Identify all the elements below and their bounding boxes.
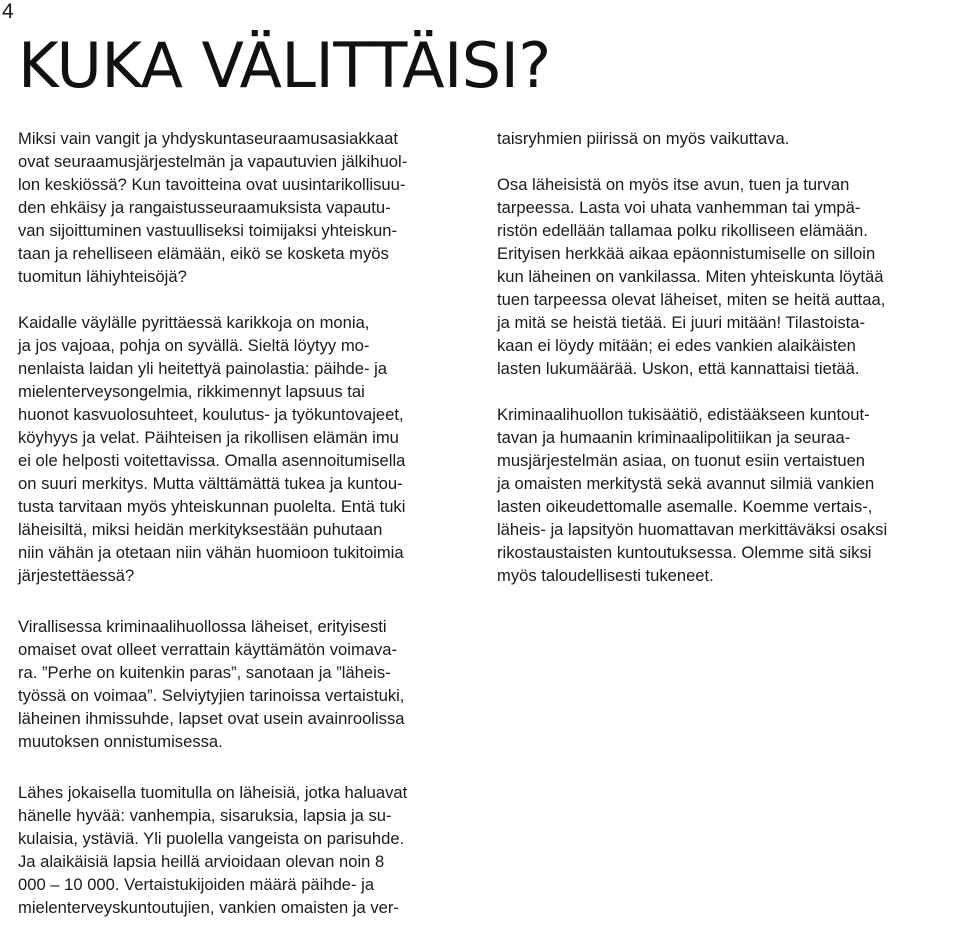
text-line: mielenterveyskuntoutujien, vankien omaisten ja ver-	[18, 898, 399, 917]
page-title: KUKA VÄLITTÄISI?	[18, 29, 551, 102]
left-column	[18, 127, 478, 919]
text-line: 000 – 10 000. Vertaistukijoiden määrä päihde- ja	[18, 875, 375, 894]
text-line: kun läheinen on vankilassa. Miten yhteiskunta löytää	[497, 267, 884, 286]
text-line: lasten oikeudettomalle asemalle. Koemme vertais-,	[497, 497, 873, 516]
paragraph	[18, 127, 478, 288]
text-line: järjestettäessä?	[18, 566, 135, 585]
text-line: taan ja rehelliseen elämään, eikö se kosketa myös	[18, 244, 389, 263]
text-line: den ehkäisy ja rangaistusseuraamuksista vapautu-	[18, 198, 391, 217]
paragraph	[497, 173, 959, 380]
text-line: rikostaustaisten kuntoutuksessa. Olemme sitä siksi	[497, 543, 872, 562]
text-line: on suuri merkitys. Mutta välttämättä tukea ja kuntou-	[18, 474, 403, 493]
text-line: läheinen ihmissuhde, lapset ovat usein avainroolissa	[18, 709, 405, 728]
text-line: taisryhmien piirissä on myös vaikuttava.	[497, 129, 790, 148]
text-line: Miksi vain vangit ja yhdyskuntaseuraamusasiakkaat	[18, 129, 398, 148]
text-line: ei ole helposti voitettavissa. Omalla asennoitumisella	[18, 451, 406, 470]
text-line: Virallisessa kriminaalihuollossa läheiset, erityisesti	[18, 617, 387, 636]
text-line: läheis- ja lapsityön huomattavan merkittäväksi osaksi	[497, 520, 888, 539]
text-line: musjärjestelmän asiaa, on tuonut esiin vertaistuen	[497, 451, 866, 470]
paragraph	[497, 127, 959, 150]
text-line: kulaisia, ystäviä. Yli puolella vangeista on parisuhde.	[18, 829, 405, 848]
text-line: Osa läheisistä on myös itse avun, tuen ja turvan	[497, 175, 850, 194]
paragraph	[18, 311, 478, 587]
text-line: lasten lukumäärää. Uskon, että kannattaisi tietää.	[497, 359, 860, 378]
text-line: ja omaisten merkitystä sekä avannut silmiä vankien	[497, 474, 875, 493]
text-line: kaan ei löydy mitään; ei edes vankien alaikäisten	[497, 336, 856, 355]
text-line: ovat seuraamusjärjestelmän ja vapautuvien jälkihuol-	[18, 152, 408, 171]
text-line: ja mitä se heistä tietää. Ei juuri mitään! Tilastoista-	[497, 313, 865, 332]
page-number: 4	[2, 0, 14, 23]
text-line: tuomitun lähiyhteisöjä?	[18, 267, 187, 286]
text-line: työssä on voimaa”. Selviytyjien tarinoissa vertaistuki,	[18, 686, 405, 705]
text-line: mielenterveysongelmia, rikkimennyt lapsuus tai	[18, 382, 365, 401]
text-line: tuen tarpeessa olevat läheiset, miten se heitä auttaa,	[497, 290, 886, 309]
text-line: Erityisen herkkää aikaa epäonnistumiselle on silloin	[497, 244, 876, 263]
text-line: Kaidalle väylälle pyrittäessä karikkoja on monia,	[18, 313, 370, 332]
text-line: tusta tarvitaan myös yhteiskunnan puolelta. Entä tuki	[18, 497, 406, 516]
right-column	[497, 127, 959, 587]
text-line: Ja alaikäisiä lapsia heillä arvioidaan olevan noin 8	[18, 852, 385, 871]
text-line: muutoksen onnistumisessa.	[18, 732, 223, 751]
text-line: tarpeessa. Lasta voi uhata vanhemman tai ympä-	[497, 198, 861, 217]
text-line: Kriminaalihuollon tukisäätiö, edistääkseen kuntout-	[497, 405, 870, 424]
text-line: ja jos vajoaa, pohja on syvällä. Sieltä löytyy mo-	[18, 336, 370, 355]
text-line: nenlaista laidan yli heitettyä painolastia: päihde- ja	[18, 359, 387, 378]
text-line: niin vähän ja otetaan niin vähän huomioon tukitoimia	[18, 543, 404, 562]
text-line: hänelle hyvää: vanhempia, sisaruksia, lapsia ja su-	[18, 806, 392, 825]
text-line: lon keskiössä? Kun tavoitteina ovat uusintarikollisuu-	[18, 175, 406, 194]
text-line: ristön edellään tallamaa polku rikolliseen elämään.	[497, 221, 868, 240]
text-line: läheisiltä, miksi heidän merkityksestään puhutaan	[18, 520, 383, 539]
text-line: huonot kasvuolosuhteet, koulutus- ja työkuntovajeet,	[18, 405, 404, 424]
text-line: tavan ja humaanin kriminaalipolitiikan ja seuraa-	[497, 428, 851, 447]
text-line: Lähes jokaisella tuomitulla on läheisiä, jotka haluavat	[18, 783, 408, 802]
text-line: ra. ”Perhe on kuitenkin paras”, sanotaan ja ”läheis-	[18, 663, 391, 682]
paragraph	[497, 403, 959, 587]
text-line: köyhyys ja velat. Päihteisen ja rikollisen elämän imu	[18, 428, 399, 447]
text-line: myös taloudellisesti tukeneet.	[497, 566, 714, 585]
text-line: van sijoittuminen vastuulliseksi toimijaksi yhteiskun-	[18, 221, 398, 240]
text-line: omaiset ovat olleet verrattain käyttämätön voimava-	[18, 640, 398, 659]
paragraph	[18, 781, 478, 919]
paragraph	[18, 615, 478, 753]
